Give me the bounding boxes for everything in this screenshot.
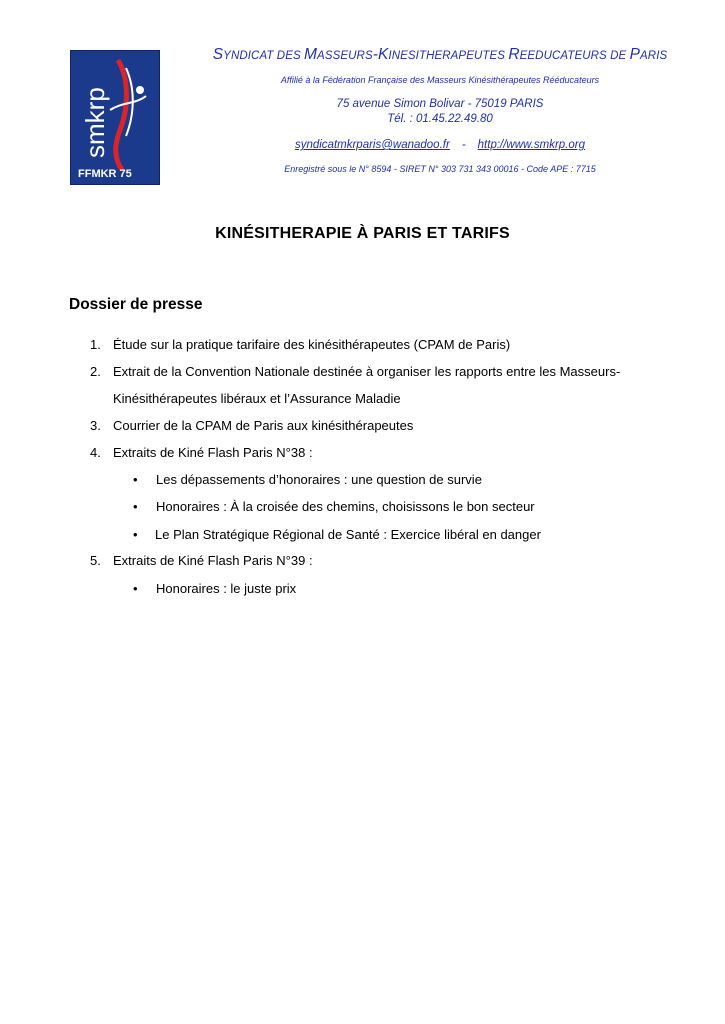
logo-wordmark: smkrp xyxy=(80,87,110,158)
section-heading: Dossier de presse xyxy=(69,296,203,313)
list-number: 4. xyxy=(90,445,101,460)
list-number: 2. xyxy=(90,364,101,379)
logo-badge: FFMKR 75 xyxy=(78,168,132,180)
list-number: 5. xyxy=(90,553,101,568)
document-title: KINÉSITHERAPIE À PARIS ET TARIFS xyxy=(215,225,510,242)
bullet-icon: • xyxy=(133,499,138,514)
list-text: Kinésithérapeutes libéraux et l’Assurance Maladie xyxy=(113,391,401,406)
registration: Enregistré sous le N° 8594 - SIRET N° 303 731 343 00016 - Code APE : 7715 xyxy=(284,164,596,174)
org-title-part: YNDICAT DES xyxy=(223,50,305,62)
website-link[interactable]: http://www.smkrp.org xyxy=(477,139,586,151)
org-title-text xyxy=(213,47,668,63)
phone: Tél. : 01.45.22.49.80 xyxy=(387,113,493,125)
org-title-part: -K xyxy=(372,46,389,63)
org-title-part: M xyxy=(304,46,318,63)
org-title xyxy=(180,46,700,64)
link-separator: - xyxy=(461,139,466,151)
org-title-part: S xyxy=(212,46,224,63)
org-title-part: EEDUCATEURS DE xyxy=(519,50,630,62)
email-link[interactable]: syndicatmkrparis@wanadoo.fr xyxy=(294,139,450,151)
affiliation: Affilié à la Fédération Française des Masseurs Kinésithérapeutes Rééducateurs xyxy=(280,75,600,85)
org-title-part: R xyxy=(508,46,520,63)
contact-links xyxy=(180,139,700,151)
bullet-icon: • xyxy=(133,581,138,596)
list-number: 3. xyxy=(90,418,101,433)
org-title-part: ARIS xyxy=(640,50,668,62)
bullet-icon: • xyxy=(133,527,138,542)
address-block xyxy=(180,97,700,127)
list-text: Extraits de Kiné Flash Paris N°38 : xyxy=(113,445,313,460)
list-text: Extraits de Kiné Flash Paris N°39 : xyxy=(113,553,313,568)
smkrp-logo-graphic xyxy=(70,50,160,185)
smkrp-logo xyxy=(70,50,160,185)
address: 75 avenue Simon Bolivar - 75019 PARIS xyxy=(336,98,544,110)
list-text: Étude sur la pratique tarifaire des kinésithérapeutes (CPAM de Paris) xyxy=(113,337,511,352)
org-title-part: ASSEURS xyxy=(317,50,373,62)
sub-list-text: Le Plan Stratégique Régional de Santé : Exercice libéral en danger xyxy=(155,527,541,542)
list-number: 1. xyxy=(90,337,101,352)
sub-list-text: Honoraires : le juste prix xyxy=(156,581,297,596)
list-text: Courrier de la CPAM de Paris aux kinésithérapeutes xyxy=(113,418,414,433)
org-title-part: P xyxy=(629,46,641,63)
sub-list-text: Les dépassements d’honoraires : une question de survie xyxy=(156,472,482,487)
list-text: Extrait de la Convention Nationale destinée à organiser les rapports entre les Masseurs- xyxy=(113,364,621,379)
sub-list-text: Honoraires : À la croisée des chemins, choisissons le bon secteur xyxy=(156,499,535,514)
org-title-part: INESITHERAPEUTES xyxy=(388,50,509,62)
bullet-icon: • xyxy=(133,472,138,487)
